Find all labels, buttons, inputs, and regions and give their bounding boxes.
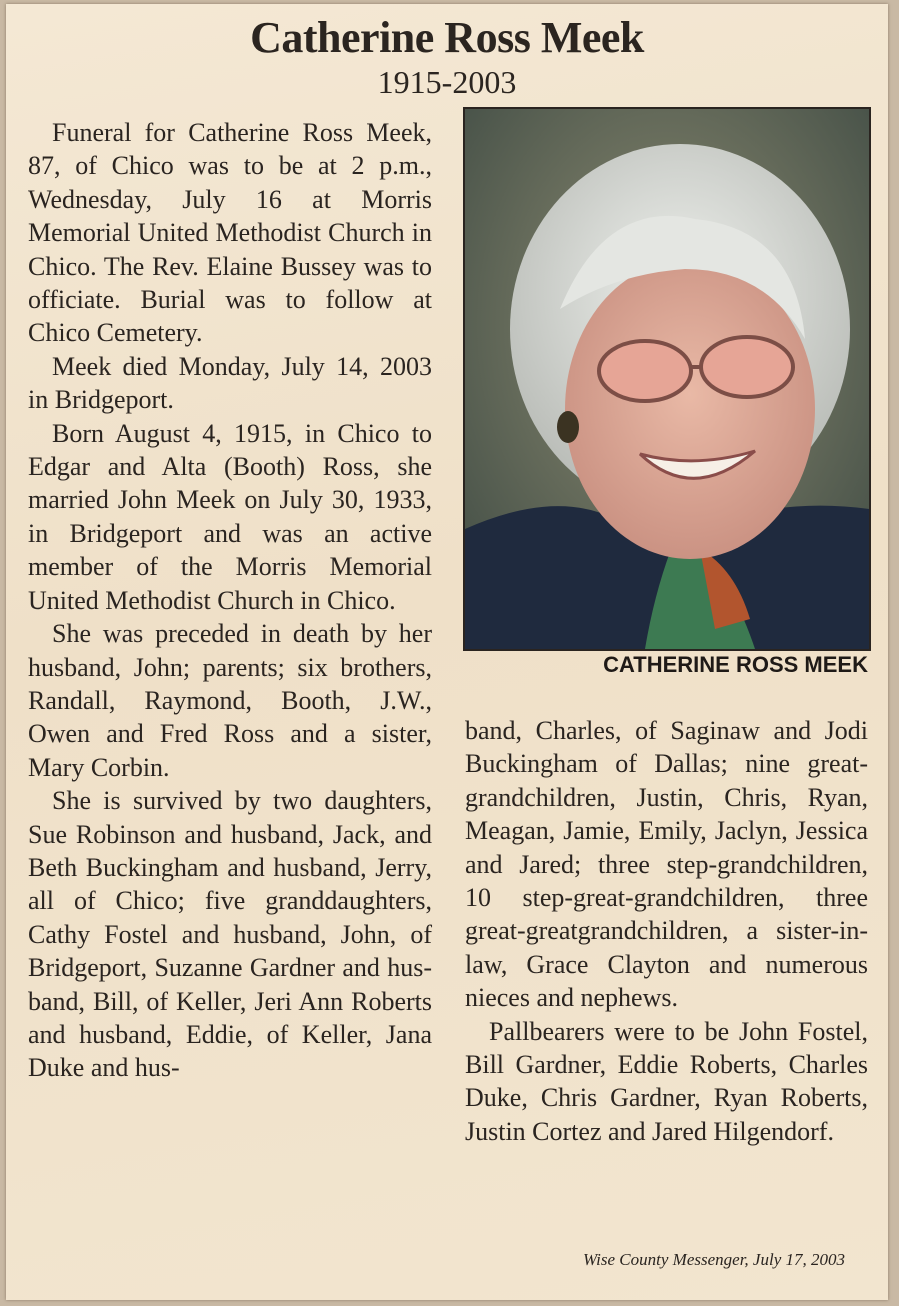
paragraph-funeral: Funeral for Catherine Ross Meek, 87, of Chico was to be at 2 p.m., Wednesday, July 16 at Morris Memorial United Methodist Church in Chico. The Rev. Elaine Bussey was to officiate. Burial was to follow at Chico Cemetery. [28, 118, 432, 348]
paragraph-survived: She is survived by two daughters, Sue Robinson and husband, Jack, and Beth Buckingham and husband, Jerry, all of Chico; five granddaughters, Cathy Fostel and husband, John, of Bridgeport, Suzanne Gardner and husband, Bill, of Keller, Jeri Ann Roberts and husband, Eddie, of Keller, Jana Duke and hus- [28, 786, 432, 1083]
paragraph-preceded: She was preceded in death by her husband, John; parents; six brothers, Randall, Raymond, Booth, J.W., Owen and Fred Ross and a sister, Mary Corbin. [28, 619, 432, 782]
newspaper-clipping [6, 4, 888, 1300]
paragraph-birth: Born August 4, 1915, in Chico to Edgar and Alta (Booth) Ross, she married John Meek on July 30, 1933, in Bridgeport and was an active member of the Morris Memorial United Methodist Church in Chico. [28, 418, 432, 615]
portrait-photo [463, 107, 871, 651]
paragraph-death: Meek died Monday, July 14, 2003 in Bridgeport. [28, 351, 432, 415]
source-credit: Wise County Messenger, July 17, 2003 [582, 1250, 845, 1269]
paragraph-pallbearers: Pallbearers were to be John Fostel, Bill Gardner, Eddie Roberts, Charles Duke, Chris Gardner, Ryan Roberts, Justin Cortez and Jared Hilgendorf. [465, 1016, 868, 1146]
life-dates: 1915-2003 [377, 64, 517, 100]
obituary-title: Catherine Ross Meek [250, 13, 644, 62]
left-column [28, 116, 432, 1085]
right-column [465, 714, 868, 1148]
paragraph-survived-continued: band, Charles, of Saginaw and Jodi Buckingham of Dallas; nine great-grandchildren, Justin, Chris, Ryan, Meagan, Jamie, Emily, Jaclyn, Jessica and Jared; three step-grandchildren, 10 step-great-grandchildren, three great-greatgrandchildren, a sister-in-law, Grace Clayton and numerous nieces and nephews. [465, 716, 868, 1013]
photo-caption: CATHERINE ROSS MEEK [603, 652, 868, 677]
portrait-image [465, 109, 869, 649]
